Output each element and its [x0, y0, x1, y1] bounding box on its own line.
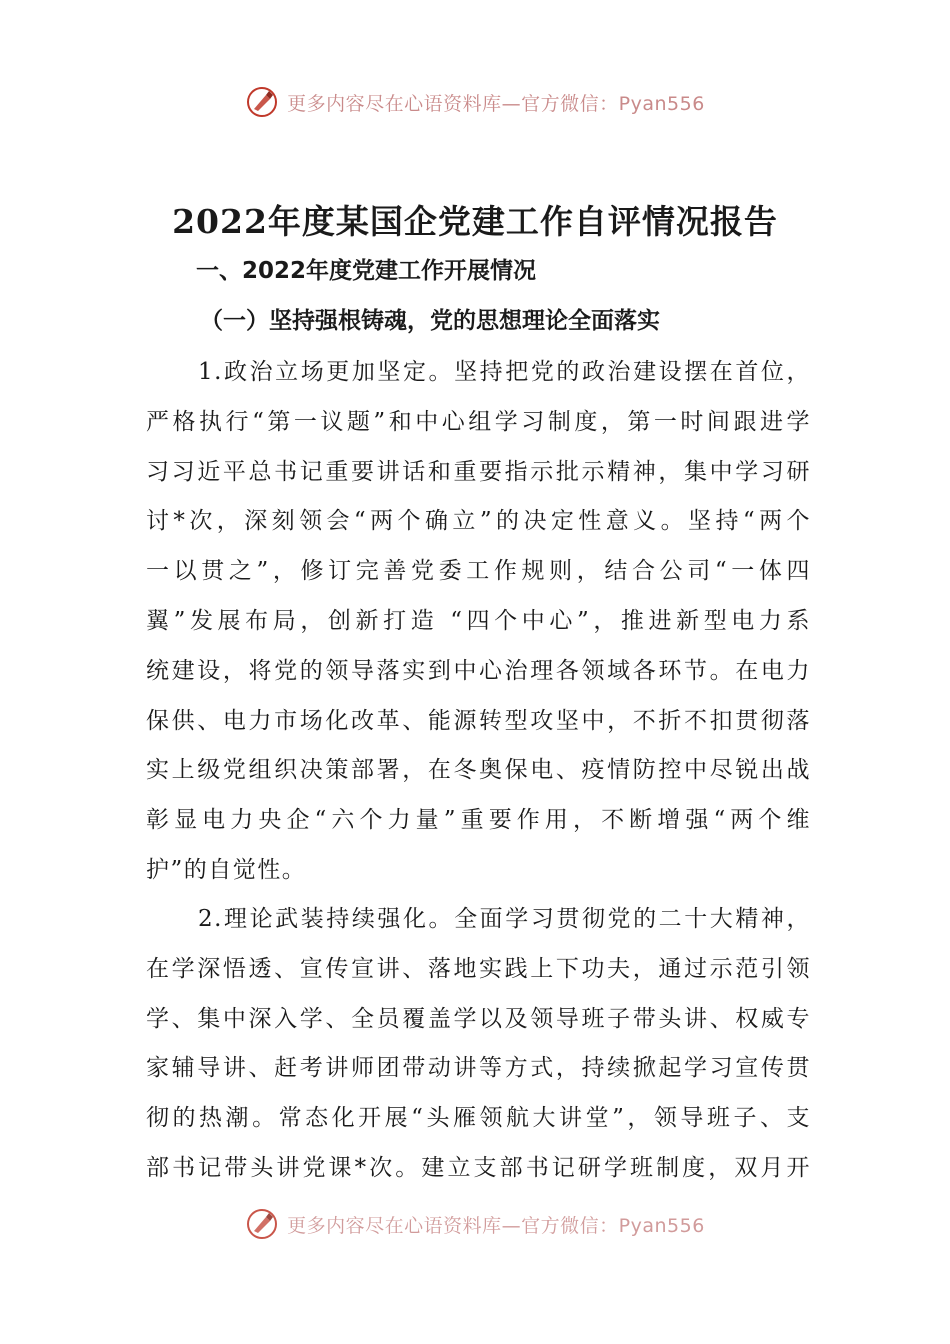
paragraph-line: 在学深悟透、宣传宣讲、落地实践上下功夫，通过示范引领 [146, 955, 811, 982]
paragraph-line: 实上级党组织决策部署，在冬奥保电、疫情防控中尽锐出战 [146, 757, 811, 784]
header-watermark [0, 82, 950, 122]
paragraph-line: 部书记带头讲党课*次。建立支部书记研学班制度，双月开 [146, 1154, 811, 1181]
paragraph-line: 2.理论武装持续强化。全面学习贯彻党的二十大精神， [198, 906, 811, 932]
pen-nib-logo-icon [245, 1207, 279, 1241]
paragraph-line: 学、集中深入学、全员覆盖学以及领导班子带头讲、权威专 [146, 1005, 811, 1032]
document-title: 2022年度某国企党建工作自评情况报告 [172, 202, 778, 241]
paragraph-line: 严格执行“第一议题”和中心组学习制度，第一时间跟进学 [146, 408, 811, 435]
paragraph-theory-arming [146, 895, 811, 1194]
pen-nib-logo-icon [245, 85, 279, 119]
paragraph-line: 讨*次，深刻领会“两个确立”的决定性意义。坚持“两个 [146, 508, 811, 535]
paragraph-political-stance [146, 348, 811, 896]
paragraph-line: 家辅导讲、赶考讲师团带动讲等方式，持续掀起学习宣传贯 [146, 1055, 811, 1082]
paragraph-line: 一以贯之”，修订完善党委工作规则，结合公司“一体四 [146, 558, 811, 585]
paragraph-line: 习习近平总书记重要讲话和重要指示批示精神，集中学习研 [146, 458, 811, 485]
subsection-heading: （一）坚持强根铸魂，党的思想理论全面落实 [200, 308, 660, 334]
paragraph-line: 1.政治立场更加坚定。坚持把党的政治建设摆在首位， [198, 359, 811, 385]
paragraph-line: 彻的热潮。常态化开展“头雁领航大讲堂”，领导班子、支 [146, 1105, 811, 1132]
watermark-text: 更多内容尽在心语资料库—官方微信：Pyan556 [287, 92, 705, 115]
paragraph-line: 护”的自觉性。 [146, 856, 307, 883]
footer-watermark [0, 1204, 950, 1244]
paragraph-line: 翼”发展布局，创新打造 “四个中心”，推进新型电力系 [146, 607, 811, 634]
paragraph-line: 保供、电力市场化改革、能源转型攻坚中，不折不扣贯彻落 [146, 707, 811, 734]
paragraph-line: 统建设，将党的领导落实到中心治理各领域各环节。在电力 [146, 657, 811, 684]
paragraph-line: 彰显电力央企“六个力量”重要作用，不断增强“两个维 [146, 807, 811, 834]
watermark-text: 更多内容尽在心语资料库—官方微信：Pyan556 [287, 1214, 705, 1237]
section-heading: 一、2022年度党建工作开展情况 [196, 258, 537, 284]
